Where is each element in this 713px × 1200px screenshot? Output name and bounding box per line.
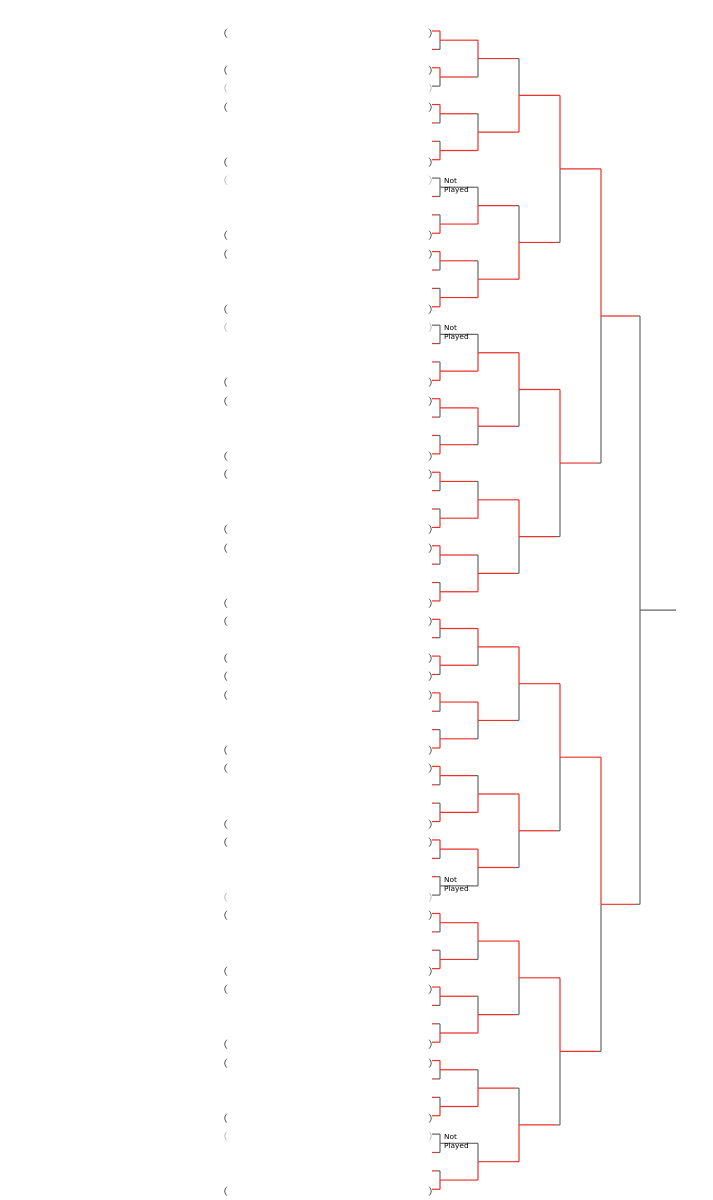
paren-open: （ — [218, 451, 228, 463]
paren-open: （ — [218, 470, 228, 482]
paren-open: （ — [218, 249, 228, 261]
paren-open: （ — [218, 176, 228, 188]
paren-open: （ — [218, 966, 228, 978]
paren-open: （ — [218, 84, 228, 96]
paren-open: （ — [218, 323, 228, 335]
paren-close: ） — [428, 157, 438, 169]
paren-open: （ — [218, 764, 228, 776]
paren-open: （ — [218, 1113, 228, 1125]
paren-close: ） — [428, 617, 438, 629]
paren-close: ） — [428, 102, 438, 114]
paren-open: （ — [218, 837, 228, 849]
paren-close: ） — [428, 84, 438, 96]
match-winner: Not Played — [444, 177, 469, 195]
paren-open: （ — [218, 911, 228, 923]
paren-open: （ — [218, 1132, 228, 1144]
paren-close: ） — [428, 911, 438, 923]
paren-open: （ — [218, 690, 228, 702]
paren-close: ） — [428, 1058, 438, 1070]
paren-open: （ — [218, 1040, 228, 1052]
paren-close: ） — [428, 525, 438, 537]
match-winner: Not Played — [444, 875, 469, 893]
match-winner: Not Played — [444, 324, 469, 342]
match-winner: Not Played — [444, 1133, 469, 1151]
paren-close: ） — [428, 396, 438, 408]
paren-close: ） — [428, 1040, 438, 1052]
paren-close: ） — [428, 29, 438, 40]
paren-open: （ — [218, 672, 228, 684]
paren-close: ） — [428, 985, 438, 997]
paren-open: （ — [218, 102, 228, 114]
paren-open: （ — [218, 304, 228, 316]
paren-close: ） — [428, 690, 438, 702]
paren-open: （ — [218, 746, 228, 757]
paren-open: （ — [218, 543, 228, 555]
paren-close: ） — [428, 543, 438, 555]
paren-close: ） — [428, 1113, 438, 1125]
paren-close: ） — [428, 819, 438, 831]
paren-open: （ — [218, 231, 228, 243]
paren-close: ） — [428, 672, 438, 684]
paren-open: （ — [218, 525, 228, 537]
paren-close: ） — [428, 1187, 438, 1199]
paren-close: ） — [428, 323, 438, 335]
paren-open: （ — [218, 654, 228, 666]
paren-open: （ — [218, 396, 228, 408]
paren-open: （ — [218, 1187, 228, 1199]
paren-close: ） — [428, 176, 438, 188]
paren-close: ） — [428, 1132, 438, 1144]
paren-close: ） — [428, 654, 438, 666]
paren-open: （ — [218, 157, 228, 169]
paren-close: ） — [428, 65, 438, 77]
paren-close: ） — [428, 378, 438, 390]
paren-open: （ — [218, 29, 228, 40]
paren-close: ） — [428, 598, 438, 610]
paren-open: （ — [218, 598, 228, 610]
paren-close: ） — [428, 764, 438, 776]
paren-close: ） — [428, 966, 438, 978]
paren-open: （ — [218, 65, 228, 77]
paren-open: （ — [218, 617, 228, 629]
paren-close: ） — [428, 470, 438, 482]
paren-close: ） — [428, 249, 438, 261]
paren-close: ） — [428, 451, 438, 463]
paren-close: ） — [428, 837, 438, 849]
paren-open: （ — [218, 378, 228, 390]
paren-open: （ — [218, 1058, 228, 1070]
paren-open: （ — [218, 893, 228, 905]
paren-close: ） — [428, 231, 438, 243]
paren-close: ） — [428, 304, 438, 316]
paren-close: ） — [428, 893, 438, 905]
paren-open: （ — [218, 985, 228, 997]
paren-open: （ — [218, 819, 228, 831]
paren-close: ） — [428, 746, 438, 757]
